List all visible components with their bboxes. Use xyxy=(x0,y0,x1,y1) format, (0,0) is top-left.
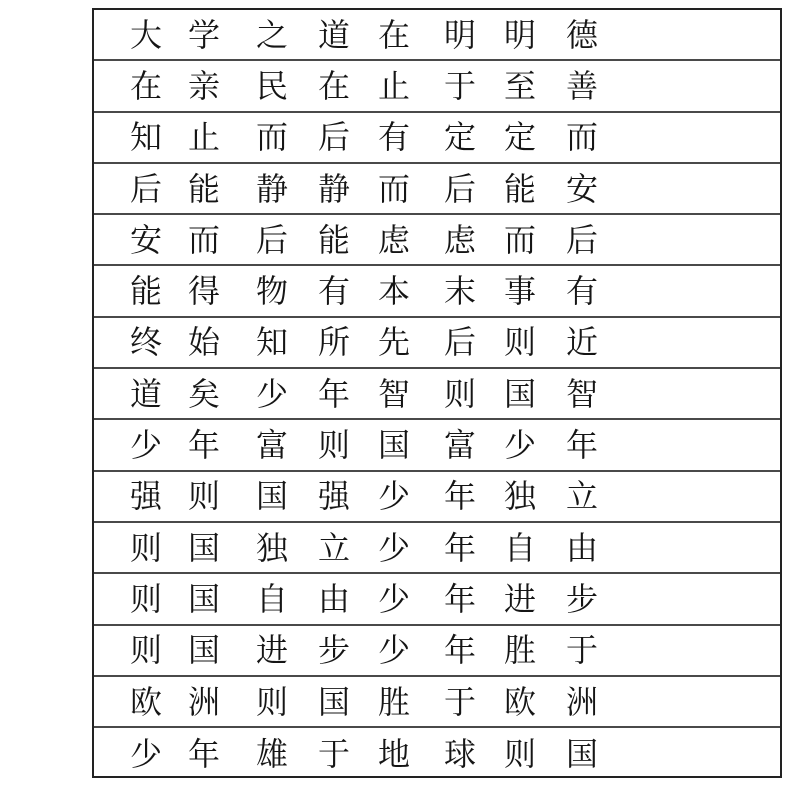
character-cell: 则 xyxy=(129,631,162,670)
character-cell: 强 xyxy=(129,477,162,516)
character-cell: 止 xyxy=(187,118,220,157)
character-cell: 矣 xyxy=(187,374,220,413)
character-cell: 胜 xyxy=(503,631,536,670)
character-cell: 能 xyxy=(187,169,220,208)
practice-row xyxy=(94,677,780,728)
character-cell: 得 xyxy=(187,272,220,311)
character-cell: 定 xyxy=(443,118,476,157)
character-cell: 胜 xyxy=(377,682,410,721)
character-cell: 末 xyxy=(443,272,476,311)
character-cell: 独 xyxy=(255,528,288,567)
character-cell: 国 xyxy=(377,426,410,465)
practice-row xyxy=(94,164,780,215)
character-cell: 安 xyxy=(565,169,598,208)
character-cell: 智 xyxy=(377,374,410,413)
character-cell: 独 xyxy=(503,477,536,516)
character-cell: 洲 xyxy=(187,682,220,721)
character-cell: 年 xyxy=(443,631,476,670)
character-cell: 年 xyxy=(443,579,476,618)
practice-row xyxy=(94,113,780,164)
character-cell: 年 xyxy=(187,426,220,465)
character-cell: 年 xyxy=(565,426,598,465)
character-cell: 于 xyxy=(317,734,350,773)
practice-row xyxy=(94,523,780,574)
character-cell: 欧 xyxy=(129,682,162,721)
practice-row xyxy=(94,472,780,523)
character-cell: 年 xyxy=(317,374,350,413)
character-cell: 则 xyxy=(255,682,288,721)
character-cell: 则 xyxy=(503,323,536,362)
character-cell: 步 xyxy=(565,579,598,618)
character-cell: 始 xyxy=(187,323,220,362)
character-cell: 道 xyxy=(129,374,162,413)
character-cell: 少 xyxy=(377,631,410,670)
character-cell: 后 xyxy=(255,220,288,259)
character-cell: 富 xyxy=(443,426,476,465)
character-cell: 后 xyxy=(443,169,476,208)
practice-row xyxy=(94,728,780,779)
character-cell: 物 xyxy=(255,272,288,311)
character-cell: 少 xyxy=(129,426,162,465)
practice-row xyxy=(94,574,780,625)
character-cell: 静 xyxy=(255,169,288,208)
character-cell: 德 xyxy=(565,15,598,54)
character-cell: 由 xyxy=(565,528,598,567)
character-cell: 富 xyxy=(255,426,288,465)
character-cell: 在 xyxy=(377,15,410,54)
character-cell: 知 xyxy=(129,118,162,157)
character-cell: 球 xyxy=(443,734,476,773)
character-cell: 强 xyxy=(317,477,350,516)
character-cell: 而 xyxy=(503,220,536,259)
character-cell: 能 xyxy=(129,272,162,311)
practice-row xyxy=(94,267,780,318)
character-cell: 学 xyxy=(187,15,220,54)
character-cell: 步 xyxy=(317,631,350,670)
character-cell: 年 xyxy=(187,734,220,773)
practice-row xyxy=(94,420,780,471)
character-cell: 于 xyxy=(443,682,476,721)
character-cell: 事 xyxy=(503,272,536,311)
character-cell: 智 xyxy=(565,374,598,413)
character-cell: 而 xyxy=(255,118,288,157)
practice-row xyxy=(94,10,780,61)
character-cell: 于 xyxy=(565,631,598,670)
character-cell: 少 xyxy=(377,477,410,516)
character-cell: 少 xyxy=(377,528,410,567)
character-cell: 先 xyxy=(377,323,410,362)
practice-row xyxy=(94,626,780,677)
character-cell: 少 xyxy=(129,734,162,773)
character-cell: 本 xyxy=(377,272,410,311)
character-cell: 止 xyxy=(377,66,410,105)
character-cell: 则 xyxy=(187,477,220,516)
character-cell: 洲 xyxy=(565,682,598,721)
character-cell: 国 xyxy=(187,579,220,618)
character-cell: 虑 xyxy=(443,220,476,259)
character-cell: 国 xyxy=(317,682,350,721)
character-cell: 后 xyxy=(565,220,598,259)
character-cell: 善 xyxy=(565,66,598,105)
practice-row xyxy=(94,215,780,266)
character-cell: 则 xyxy=(129,579,162,618)
character-cell: 少 xyxy=(255,374,288,413)
character-cell: 由 xyxy=(317,579,350,618)
character-cell: 在 xyxy=(129,66,162,105)
character-cell: 道 xyxy=(317,15,350,54)
character-cell: 而 xyxy=(377,169,410,208)
character-cell: 终 xyxy=(129,323,162,362)
character-cell: 有 xyxy=(317,272,350,311)
character-cell: 国 xyxy=(187,631,220,670)
character-cell: 立 xyxy=(565,477,598,516)
character-cell: 少 xyxy=(503,426,536,465)
character-cell: 能 xyxy=(317,220,350,259)
character-cell: 明 xyxy=(503,15,536,54)
character-cell: 自 xyxy=(255,579,288,618)
character-cell: 国 xyxy=(503,374,536,413)
practice-row xyxy=(94,61,780,112)
character-cell: 所 xyxy=(317,323,350,362)
character-cell: 年 xyxy=(443,477,476,516)
character-cell: 知 xyxy=(255,323,288,362)
character-cell: 少 xyxy=(377,579,410,618)
character-cell: 有 xyxy=(377,118,410,157)
character-cell: 后 xyxy=(129,169,162,208)
character-cell: 静 xyxy=(317,169,350,208)
character-cell: 大 xyxy=(129,15,162,54)
character-cell: 在 xyxy=(317,66,350,105)
character-cell: 明 xyxy=(443,15,476,54)
character-cell: 地 xyxy=(377,734,410,773)
character-cell: 后 xyxy=(443,323,476,362)
character-cell: 之 xyxy=(255,15,288,54)
character-cell: 则 xyxy=(317,426,350,465)
character-cell: 则 xyxy=(129,528,162,567)
character-cell: 年 xyxy=(443,528,476,567)
character-cell: 民 xyxy=(255,66,288,105)
character-cell: 至 xyxy=(503,66,536,105)
practice-sheet xyxy=(92,8,782,778)
character-cell: 欧 xyxy=(503,682,536,721)
character-cell: 于 xyxy=(443,66,476,105)
character-cell: 则 xyxy=(443,374,476,413)
character-cell: 立 xyxy=(317,528,350,567)
character-cell: 自 xyxy=(503,528,536,567)
character-cell: 而 xyxy=(565,118,598,157)
character-cell: 进 xyxy=(503,579,536,618)
character-cell: 亲 xyxy=(187,66,220,105)
character-cell: 国 xyxy=(565,734,598,773)
character-cell: 近 xyxy=(565,323,598,362)
character-cell: 能 xyxy=(503,169,536,208)
character-cell: 国 xyxy=(255,477,288,516)
character-cell: 安 xyxy=(129,220,162,259)
character-cell: 而 xyxy=(187,220,220,259)
character-cell: 后 xyxy=(317,118,350,157)
character-cell: 定 xyxy=(503,118,536,157)
character-cell: 雄 xyxy=(255,734,288,773)
character-cell: 虑 xyxy=(377,220,410,259)
character-cell: 则 xyxy=(503,734,536,773)
character-cell: 国 xyxy=(187,528,220,567)
practice-row xyxy=(94,318,780,369)
practice-row xyxy=(94,369,780,420)
character-cell: 进 xyxy=(255,631,288,670)
character-cell: 有 xyxy=(565,272,598,311)
